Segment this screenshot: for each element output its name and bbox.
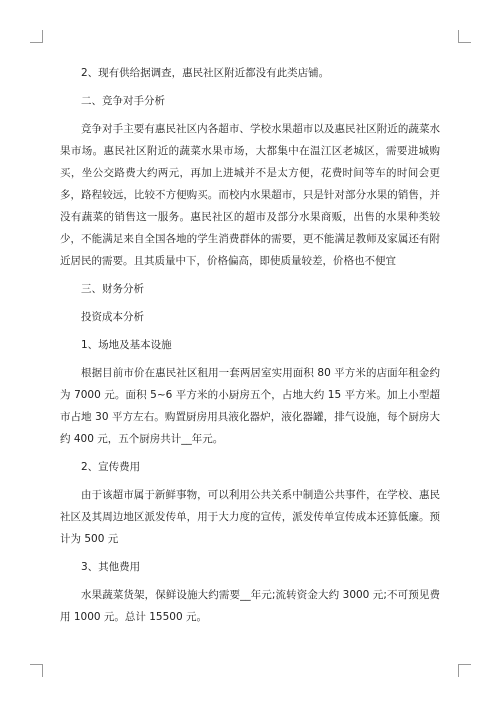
section-heading-competition: 二、竞争对手分析 (81, 95, 165, 107)
supply-paragraph: 2、现有供给据调查，惠民社区附近都没有此类店铺。 (81, 67, 330, 79)
subheading-site-facilities: 1、场地及基本设施 (81, 339, 172, 351)
competition-paragraph: 竞争对手主要有惠民社区内各超市、学校水果超市以及惠民社区附近的蔬菜水果市场。惠民社区附近的蔬菜水果市场，大都集中在温江区老城区，需要进城购买，坐公交路费大约两元，再加上进城并不是太方便，花费时间等车的时间会更多，路程较远，比较不方便购买。而校内水果超市，只是针对部分水果的销售，并没有蔬菜的销售这一服务。惠民社区的超市及部分水果商贩，出售的水果种类较少，不能满足来自全国各地的学生消费群体的需要，更不能满足教师及家属还有附近居民的需要。且其质量中下，价格偏高，即使质量较差，价格也不便宜 (60, 123, 440, 267)
crop-mark-top-left (30, 30, 43, 43)
subheading-investment-cost: 投资成本分析 (81, 311, 144, 323)
crop-mark-top-right (458, 30, 471, 43)
document-body (60, 62, 440, 634)
other-cost-paragraph: 水果蔬菜货架，保鲜设施大约需要__年元;流转资金大约 3000 元;不可预见费用 1000 元。总计 15500 元。 (60, 589, 440, 623)
section-heading-finance: 三、财务分析 (81, 283, 144, 295)
site-facilities-paragraph: 根据目前市价在惠民社区租用一套两居室实用面积 80 平方米的店面年租金约为 7000 元。面积 5~6 平方米的小厨房五个，占地大约 15 平方米。加上小型超市占地 30 平方左右。购置厨房用具液化器炉，液化器罐，排气设施，每个厨房大约 400 元，五个厨房共计__年元。 (60, 367, 440, 445)
crop-mark-bottom-right (458, 664, 471, 677)
crop-mark-bottom-left (30, 664, 43, 677)
subheading-promotion-cost: 2、宣传费用 (81, 461, 141, 473)
promotion-cost-paragraph: 由于该超市属于新鲜事物，可以利用公共关系中制造公共事件，在学校、惠民社区及其周边地区派发传单，用于大力度的宣传，派发传单宣传成本还算低廉。预计为 500 元 (60, 489, 440, 545)
subheading-other-cost: 3、其他费用 (81, 561, 141, 573)
